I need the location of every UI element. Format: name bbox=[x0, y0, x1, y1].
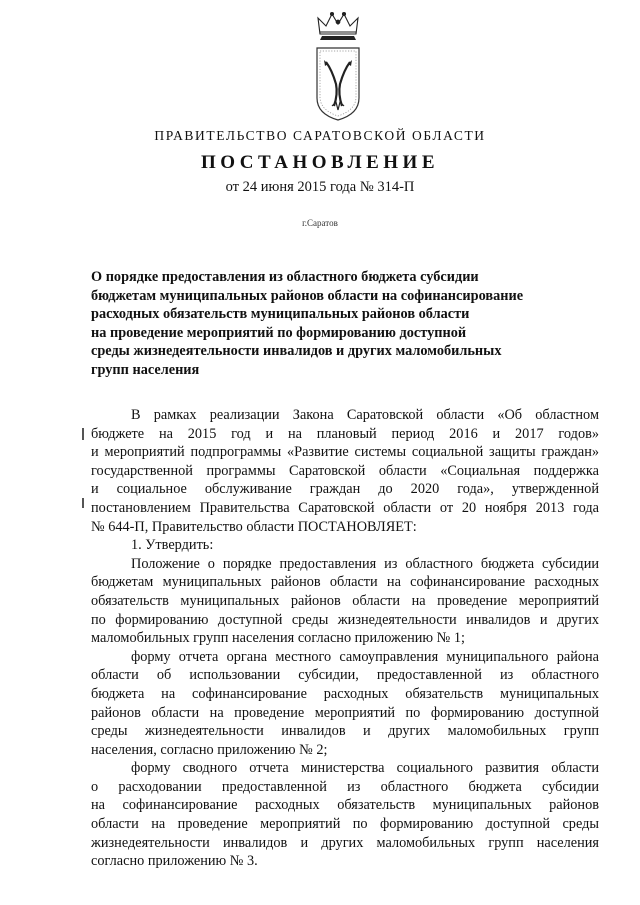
paragraph-summary-report-form bbox=[91, 759, 599, 871]
document-type: ПОСТАНОВЛЕНИЕ bbox=[200, 152, 440, 173]
body-line: жизнедеятельности инвалидов и других маломобильных групп населения bbox=[91, 834, 599, 851]
item-1-heading: 1. Утвердить: bbox=[131, 537, 214, 554]
paragraph-regulation bbox=[91, 555, 599, 648]
body-line: обязательств муниципальных районов области на проведение мероприятий bbox=[91, 592, 599, 609]
body-line: о расходовании предоставленной из областного бюджета субсидии bbox=[91, 778, 599, 795]
scan-mark bbox=[82, 428, 84, 440]
body-line: населения, согласно приложению № 2; bbox=[91, 741, 328, 758]
paragraph-report-form bbox=[91, 648, 599, 760]
title-line: бюджетам муниципальных районов области на софинансирование bbox=[91, 287, 524, 304]
body-line: области об использовании субсидии, предоставленной из областного bbox=[91, 667, 599, 684]
body-line: на софинансирование расходных обязательств муниципальных районов bbox=[91, 797, 599, 814]
title-line: среды жизнедеятельности инвалидов и других маломобильных bbox=[91, 343, 502, 360]
body-line: среды жизнедеятельности инвалидов и других маломобильных групп bbox=[91, 723, 599, 740]
body-line: районов области на проведение мероприятий по формированию доступной bbox=[91, 704, 599, 721]
scan-mark bbox=[82, 498, 84, 508]
document-title bbox=[91, 268, 529, 380]
government-name: ПРАВИТЕЛЬСТВО САРАТОВСКОЙ ОБЛАСТИ bbox=[154, 128, 486, 143]
body-line: форму отчета органа местного самоуправления муниципального района bbox=[131, 648, 599, 665]
body-line: бюджетам муниципальных районов области на софинансирование расходных bbox=[91, 574, 599, 591]
body-line: маломобильных групп населения согласно приложению № 1; bbox=[91, 630, 465, 647]
document-body bbox=[91, 406, 599, 871]
body-line: государственной программы Саратовской области «Социальная поддержка bbox=[91, 462, 599, 479]
title-line: групп населения bbox=[91, 361, 200, 378]
city-name: г.Саратов bbox=[302, 218, 338, 228]
body-line: и мероприятий подпрограммы «Развитие системы социальной защиты граждан» bbox=[91, 444, 599, 461]
body-line: постановлением Правительства Саратовской области от 20 ноября 2013 года bbox=[91, 499, 599, 516]
body-line: бюджета на софинансирование расходных обязательств муниципальных bbox=[91, 685, 599, 702]
body-line: бюджете на 2015 год и на плановый период 2016 и 2017 годов» bbox=[91, 425, 599, 442]
title-line: О порядке предоставления из областного бюджета субсидии bbox=[91, 269, 479, 285]
body-line: и социальное обслуживание граждан до 2020 года», утвержденной bbox=[91, 481, 599, 498]
body-line: форму сводного отчета министерства социального развития области bbox=[131, 760, 599, 777]
body-line: области на проведение мероприятий по формированию доступной среды bbox=[91, 816, 599, 833]
body-line: Положение о порядке предоставления из областного бюджета субсидии bbox=[131, 555, 599, 572]
title-line: на проведение мероприятий по формированию доступной bbox=[91, 324, 467, 341]
body-line: № 644-П, Правительство области ПОСТАНОВЛЯЕТ: bbox=[91, 518, 417, 535]
body-line: В рамках реализации Закона Саратовской области «Об областном bbox=[131, 407, 599, 423]
document-date-number: от 24 июня 2015 года № 314-П bbox=[225, 179, 415, 195]
intro-paragraph bbox=[91, 406, 599, 536]
body-line: по формированию доступной среды жизнедеятельности инвалидов и других bbox=[91, 611, 599, 628]
coat-of-arms-icon bbox=[312, 10, 364, 122]
body-line: согласно приложению № 3. bbox=[91, 853, 258, 870]
title-line: расходных обязательств муниципальных районов области bbox=[91, 306, 470, 323]
